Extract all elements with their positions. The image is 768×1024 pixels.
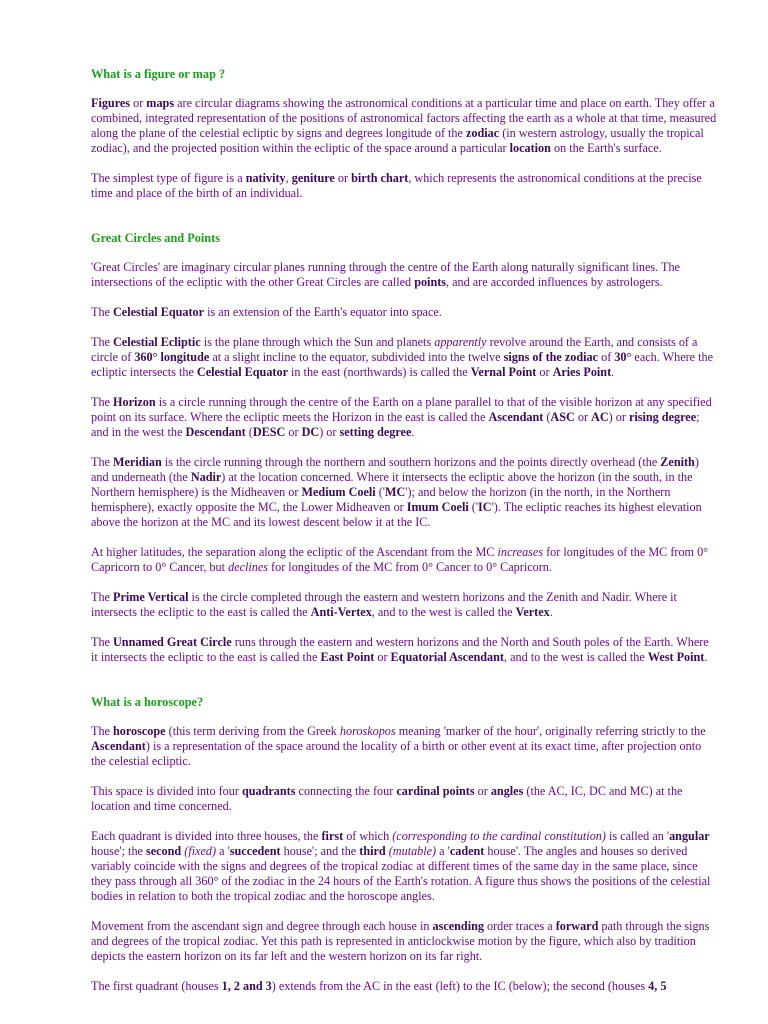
text-run: connecting the four: [295, 784, 397, 798]
paragraph: [91, 455, 718, 530]
bold-term: ASC: [550, 410, 575, 424]
text-run: or: [374, 650, 391, 664]
bold-term: 4, 5: [648, 979, 667, 993]
bold-term: Medium Coeli: [301, 485, 376, 499]
text-run: .: [704, 650, 708, 664]
text-run: Movement from the ascendant sign and degree through each house in: [91, 919, 433, 933]
bold-term: forward: [555, 919, 599, 933]
section-heading: What is a figure or map ?: [91, 67, 226, 81]
text-run: At higher latitudes, the separation along the ecliptic of the Ascendant from the MC: [91, 545, 498, 559]
bold-term: Celestial Equator: [196, 365, 288, 379]
text-run: or: [285, 425, 302, 439]
bold-term: Prime Vertical: [113, 590, 189, 604]
bold-term: IC: [478, 500, 492, 514]
text-run: house'; and the: [280, 844, 360, 858]
paragraph: [91, 784, 718, 814]
text-run: or: [334, 171, 352, 185]
text-run: of which: [343, 829, 393, 843]
paragraph: [91, 919, 718, 964]
bold-term: Aries Point: [552, 365, 612, 379]
paragraph: [91, 171, 718, 201]
text-run: The: [91, 590, 113, 604]
text-run: is an extension of the Earth's equator into space.: [204, 305, 442, 319]
bold-term: nativity: [245, 171, 286, 185]
text-run: or: [474, 784, 491, 798]
bold-term: ascending: [432, 919, 484, 933]
text-run: (this term deriving from the Greek: [165, 724, 340, 738]
text-run: on the Earth's surface.: [550, 141, 662, 155]
text-run: house'; the: [91, 844, 146, 858]
text-run: The: [91, 455, 113, 469]
italic-text: increases: [497, 545, 544, 559]
text-run: runs through the eastern and western horizons and the North and South poles of the Earth. Where it intersects the ecliptic to the east is called the: [91, 635, 709, 664]
text-run: , and to the west is called the: [503, 650, 648, 664]
text-run: ) extends from the AC in the east (left) to the IC (below); the second (houses: [271, 979, 649, 993]
text-run: , and to the west is called the: [371, 605, 516, 619]
bold-term: Unnamed Great Circle: [113, 635, 232, 649]
text-run: .: [549, 605, 553, 619]
section-heading: What is a horoscope?: [91, 695, 204, 709]
text-run: a ': [436, 844, 450, 858]
text-run: ; and in the west the: [91, 410, 700, 439]
text-run: '). The ecliptic reaches its highest elevation above the horizon at the MC and its lowest descent below it at the IC.: [91, 500, 702, 529]
paragraph: [91, 724, 718, 769]
text-run: ,: [285, 171, 292, 185]
bold-term: birth chart: [351, 171, 409, 185]
bold-term: zodiac: [466, 126, 500, 140]
bold-term: Vernal Point: [470, 365, 537, 379]
italic-text: (fixed): [184, 844, 217, 858]
text-run: (: [543, 410, 551, 424]
paragraph: [91, 335, 718, 380]
bold-term: Meridian: [113, 455, 162, 469]
text-run: ) or: [608, 410, 629, 424]
text-run: (: [245, 425, 253, 439]
text-run: ) or: [319, 425, 340, 439]
paragraph: [91, 635, 718, 665]
text-run: The: [91, 305, 113, 319]
text-run: (in western astrology, usually the tropical zodiac), and the projected position within the ecliptic of the space around a particular: [91, 126, 704, 155]
bold-term: cardinal points: [396, 784, 475, 798]
bold-term: succedent: [229, 844, 281, 858]
bold-term: 360° longitude: [134, 350, 210, 364]
text-run: , and are accorded influences by astrologers.: [446, 275, 663, 289]
paragraph: [91, 545, 718, 575]
bold-term: angles: [490, 784, 524, 798]
text-run: house'. The angles and houses so derived variably coincide with the signs and degrees of the tropical zodiac at different times of the same day in the same place, since they pass through all 360° of the zodiac in the 24 hours of the Earth's rotation. A figure thus shows the positions of the celestial bodies in relation to both the tropical zodiac and the horoscope angles.: [91, 844, 711, 903]
bold-term: geniture: [291, 171, 335, 185]
text-run: in the east (northwards) is called the: [287, 365, 471, 379]
text-run: The: [91, 395, 113, 409]
text-run: is the circle running through the northern and southern horizons and the points directly overhead (the: [161, 455, 661, 469]
bold-term: DESC: [252, 425, 286, 439]
bold-term: angular: [669, 829, 710, 843]
text-run: ) is a representation of the space around the locality of a birth or other event at its exact time, after projection onto the celestial ecliptic.: [91, 739, 702, 768]
text-run: or: [536, 365, 553, 379]
text-run: is a circle running through the centre of the Earth on a plane parallel to that of the visible horizon at any specified point on its surface. Where the ecliptic meets the Horizon in the east is called the: [91, 395, 712, 424]
text-run: Each quadrant is divided into three houses, the: [91, 829, 322, 843]
text-run: This space is divided into four: [91, 784, 242, 798]
paragraph: [91, 979, 718, 994]
bold-term: MC: [384, 485, 406, 499]
bold-term: Descendant: [185, 425, 246, 439]
bold-term: horoscope: [113, 724, 166, 738]
bold-term: Ascendant: [91, 739, 146, 753]
text-run: ) at the location concerned. Where it intersects the ecliptic above the horizon (in the south, in the Northern hemisphere) is the Midheaven or: [91, 470, 693, 499]
text-run: or: [574, 410, 592, 424]
bold-term: quadrants: [241, 784, 296, 798]
text-run: a ': [216, 844, 230, 858]
paragraph: [91, 305, 718, 320]
bold-term: Zenith: [660, 455, 695, 469]
paragraph: [91, 260, 718, 290]
text-run: ) and underneath (the: [91, 455, 699, 484]
bold-term: setting degree: [339, 425, 412, 439]
bold-term: 30°: [614, 350, 632, 364]
section-heading: Great Circles and Points: [91, 231, 220, 245]
text-run: is the circle completed through the eastern and western horizons and the Zenith and Nadir. Where it intersects the ecliptic to the east is called the: [91, 590, 677, 619]
bold-term: Imum Coeli: [406, 500, 469, 514]
text-run: The: [91, 335, 113, 349]
bold-term: Horizon: [113, 395, 156, 409]
text-run: .: [611, 365, 615, 379]
text-run: revolve around the Earth, and consists of a circle of: [91, 335, 698, 364]
bold-term: Anti-Vertex: [310, 605, 372, 619]
text-run: The first quadrant (houses: [91, 979, 222, 993]
bold-term: second: [146, 844, 182, 858]
bold-term: Celestial Equator: [113, 305, 205, 319]
paragraph: [91, 590, 718, 620]
bold-term: points: [414, 275, 447, 289]
text-run: (the AC, IC, DC and MC) at the location and time concerned.: [91, 784, 683, 813]
bold-term: location: [509, 141, 551, 155]
text-run: of: [598, 350, 615, 364]
bold-term: East Point: [320, 650, 375, 664]
italic-text: apparently: [434, 335, 487, 349]
bold-term: Celestial Ecliptic: [113, 335, 201, 349]
bold-term: Equatorial Ascendant: [390, 650, 504, 664]
text-run: path through the signs and degrees of the tropical zodiac. Yet this path is represented in anticlockwise motion by the figure, which also by tradition depicts the eastern horizon on its far left and the western horizon on its far right.: [91, 919, 710, 963]
italic-text: (corresponding to the cardinal constitution): [392, 829, 606, 843]
bold-term: signs of the zodiac: [503, 350, 599, 364]
text-run: .: [411, 425, 415, 439]
text-run: The: [91, 635, 113, 649]
text-run: meaning 'marker of the hour', originally referring strictly to the: [395, 724, 706, 738]
bold-term: maps: [146, 96, 175, 110]
bold-term: Figures: [91, 96, 131, 110]
paragraph: [91, 96, 718, 156]
bold-term: Nadir: [190, 470, 222, 484]
text-run: or: [130, 96, 147, 110]
bold-term: third: [359, 844, 386, 858]
italic-text: (mutable): [388, 844, 437, 858]
bold-term: Vertex: [515, 605, 550, 619]
text-run: are circular diagrams showing the astronomical conditions at a particular time and place on earth. They offer a combined, integrated representation of the positions of astronomical factors affecting the earth as a whole at that time, measured along the plane of the celestial ecliptic by signs and degrees longitude of the: [91, 96, 717, 140]
italic-text: declines: [228, 560, 268, 574]
text-run: (': [375, 485, 385, 499]
italic-text: horoskopos: [339, 724, 396, 738]
text-run: 'Great Circles' are imaginary circular planes running through the centre of the Earth along naturally significant lines. The intersections of the ecliptic with the other Great Circles are called: [91, 260, 680, 289]
bold-term: 1, 2 and 3: [221, 979, 272, 993]
text-run: each. Where the ecliptic intersects the: [91, 350, 714, 379]
text-run: for longitudes of the MC from 0° Capricorn to 0° Cancer, but: [91, 545, 709, 574]
bold-term: rising degree: [628, 410, 697, 424]
text-run: (': [468, 500, 479, 514]
text-run: is the plane through which the Sun and planets: [200, 335, 435, 349]
text-run: for longitudes of the MC from 0° Cancer to 0° Capricorn.: [268, 560, 552, 574]
paragraph: [91, 829, 718, 904]
bold-term: cadent: [449, 844, 485, 858]
text-run: order traces a: [483, 919, 556, 933]
bold-term: DC: [301, 425, 320, 439]
bold-term: first: [321, 829, 344, 843]
text-run: , which represents the astronomical conditions at the precise time and place of the birth of an individual.: [91, 171, 702, 200]
text-run: The: [91, 724, 113, 738]
bold-term: West Point: [647, 650, 705, 664]
text-run: at a slight incline to the equator, subdivided into the twelve: [209, 350, 504, 364]
bold-term: Ascendant: [488, 410, 544, 424]
text-run: The simplest type of figure is a: [91, 171, 246, 185]
bold-term: AC: [591, 410, 609, 424]
paragraph: [91, 395, 718, 440]
text-run: '); and below the horizon (in the north, in the Northern hemisphere), exactly opposite the MC, the Lower Midheaven or: [91, 485, 671, 514]
text-run: is called an ': [605, 829, 670, 843]
